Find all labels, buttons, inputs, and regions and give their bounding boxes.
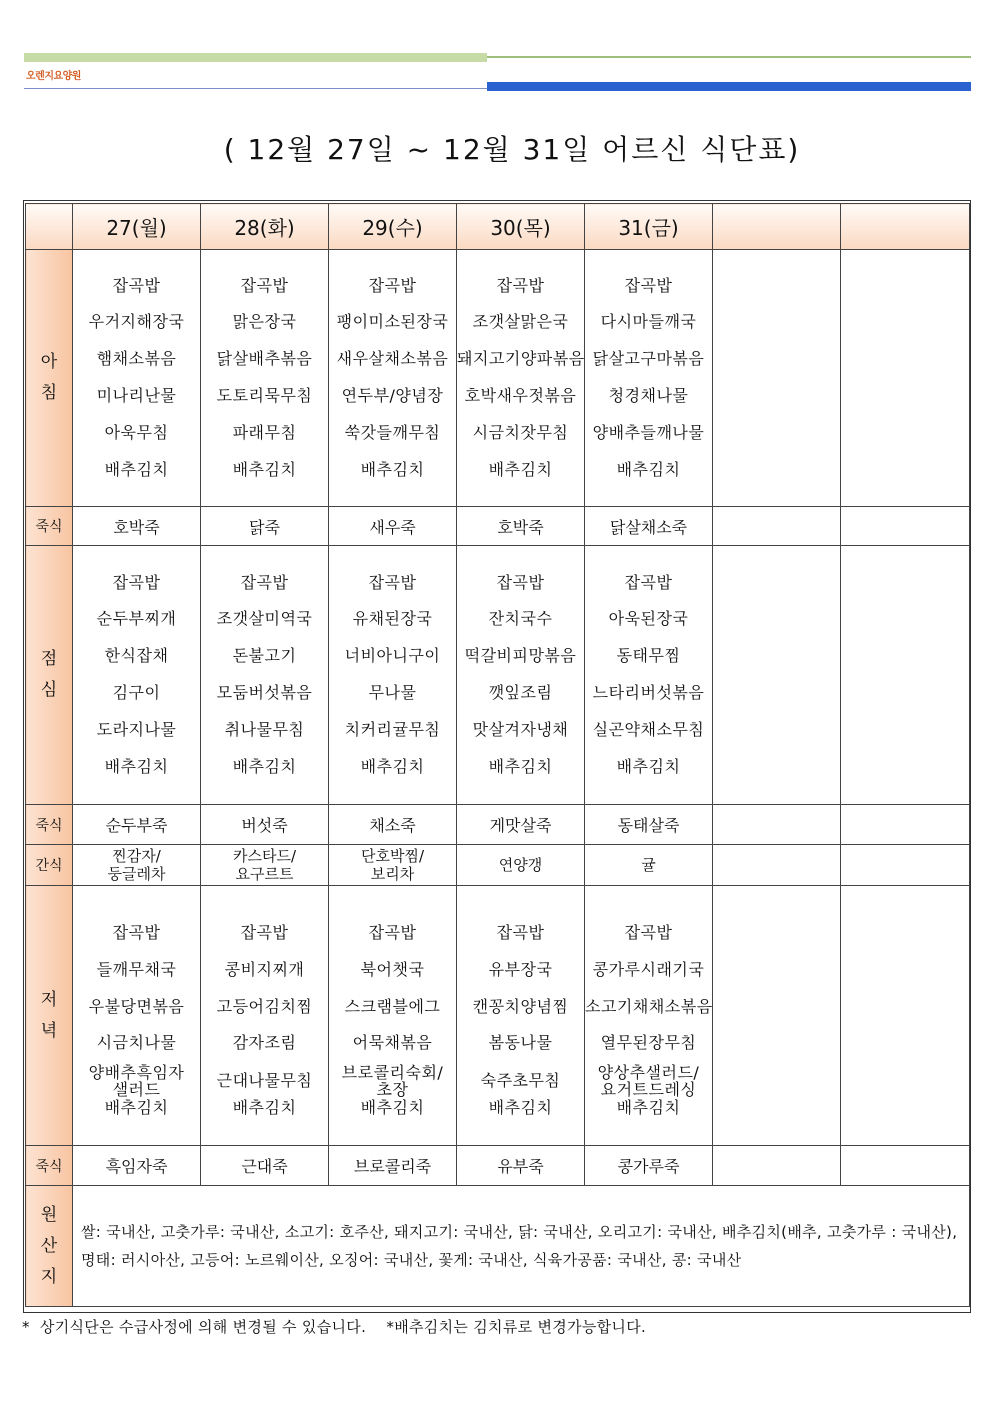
dish: 배추김치 <box>104 459 169 479</box>
dish: 모둠버섯볶음 <box>216 683 313 702</box>
dish: 닭살고구마볶음 <box>592 349 705 369</box>
dish: 콩비지찌개 <box>224 959 305 979</box>
dish: 스크램블에그 <box>344 996 441 1016</box>
dish: 열무된장무침 <box>600 1033 697 1053</box>
dish: 잡곡밥 <box>496 275 545 295</box>
dish: 콩가루시래기국 <box>592 959 705 979</box>
dish: 우거지해장국 <box>88 312 185 332</box>
dish: 느타리버섯볶음 <box>592 683 705 702</box>
dinner-porridge-row <box>26 1146 970 1186</box>
dish: 순두부찌개 <box>96 609 177 629</box>
dish: 연두부/양념장 <box>341 386 444 405</box>
day-header-row <box>26 204 970 250</box>
dish: 유부장국 <box>488 959 553 979</box>
porridge-item: 새우죽 <box>329 507 457 546</box>
dish: 취나물무침 <box>224 719 305 739</box>
dish: 잡곡밥 <box>368 572 417 592</box>
porridge-item: 순두부죽 <box>73 805 201 845</box>
dish: 근대나물무침 <box>216 1071 313 1091</box>
dish: 잡곡밥 <box>240 572 289 592</box>
dish: 떡갈비피망볶음 <box>464 646 577 666</box>
day-dishes <box>201 250 329 507</box>
porridge-label: 죽식 <box>26 1146 73 1186</box>
day-dishes <box>585 886 713 1146</box>
dish: 잡곡밥 <box>112 275 161 295</box>
empty-cell <box>713 250 841 507</box>
dish: 잡곡밥 <box>240 275 289 295</box>
porridge-item: 닭죽 <box>201 507 329 546</box>
dish: 배추김치 <box>616 1097 681 1117</box>
dish: 아욱된장국 <box>608 609 689 629</box>
porridge-item: 근대죽 <box>201 1146 329 1186</box>
day-dishes <box>457 250 585 507</box>
lunch-porridge-row <box>26 805 970 845</box>
day-header: 29(수) <box>329 204 457 250</box>
dish: 양배추들깨나물 <box>592 422 705 442</box>
dish: 배추김치 <box>616 756 681 776</box>
dish: 닭살배추볶음 <box>216 349 313 369</box>
dish: 배추김치 <box>488 459 553 479</box>
dish: 쑥갓들깨무침 <box>344 422 441 442</box>
dish: 아욱무침 <box>104 422 169 442</box>
meal-label-dinner: 저 녁 <box>26 886 73 1146</box>
snack-item: 카스타드/ 요구르트 <box>201 845 329 886</box>
dish: 잡곡밥 <box>368 275 417 295</box>
dish: 배추김치 <box>360 756 425 776</box>
meal-table <box>25 203 970 1307</box>
empty-cell <box>713 1146 841 1186</box>
dish: 맑은장국 <box>232 312 297 332</box>
header-green-bar <box>24 53 487 62</box>
dish: 북어챗국 <box>360 959 425 979</box>
empty-cell <box>713 546 841 805</box>
dish: 도라지나물 <box>96 719 177 739</box>
dish: 양상추샐러드/ 요거트드레싱 <box>597 1062 700 1099</box>
day-header: 31(금) <box>585 204 713 250</box>
day-header <box>841 204 970 250</box>
snack-label: 간식 <box>26 845 73 886</box>
snack-item: 연양갱 <box>457 845 585 886</box>
day-dishes <box>201 546 329 805</box>
dish: 잡곡밥 <box>624 275 673 295</box>
dish: 고등어김치찜 <box>216 996 313 1016</box>
day-dishes <box>457 886 585 1146</box>
dish: 잡곡밥 <box>496 923 545 942</box>
dish: 유채된장국 <box>352 609 433 629</box>
dish: 다시마들깨국 <box>600 312 697 332</box>
lunch-row <box>26 546 970 805</box>
porridge-item: 브로콜리죽 <box>329 1146 457 1186</box>
day-dishes <box>73 886 201 1146</box>
origin-text: 쌀: 국내산, 고춧가루: 국내산, 소고기: 호주산, 돼지고기: 국내산, 닭: 국내산, 오리고기: 국내산, 배추김치(배추, 고춧가루 : 국내산), 명태: 러시아산, 고등어: 노르웨이산, 오징어: 국내산, 꽃게: 국내산, 식육가공품: 국내산, 콩: 국내산 <box>73 1186 970 1307</box>
origin-label: 원 산 지 <box>26 1186 73 1307</box>
dish: 치커리귤무침 <box>344 719 441 739</box>
day-header: 27(월) <box>73 204 201 250</box>
porridge-item: 게맛살죽 <box>457 805 585 845</box>
dish: 배추김치 <box>360 459 425 479</box>
dish: 청경채나물 <box>608 386 689 405</box>
empty-cell <box>841 250 970 507</box>
day-dishes <box>457 546 585 805</box>
empty-cell <box>841 845 970 886</box>
dinner-row <box>26 886 970 1146</box>
dish: 우불당면볶음 <box>88 996 185 1016</box>
empty-cell <box>841 1146 970 1186</box>
porridge-item: 버섯죽 <box>201 805 329 845</box>
page-title: ( 12월 27일 ~ 12월 31일 어르신 식단표) <box>223 133 801 166</box>
dish: 실곤약채소무침 <box>592 719 705 739</box>
dish: 배추김치 <box>232 756 297 776</box>
dish: 동태무찜 <box>616 646 681 666</box>
dish: 소고기채채소볶음 <box>585 996 713 1016</box>
empty-cell <box>841 805 970 845</box>
porridge-item: 호박죽 <box>457 507 585 546</box>
dish: 배추김치 <box>104 756 169 776</box>
dish: 조갯살맑은국 <box>472 312 569 332</box>
dish: 배추김치 <box>616 459 681 479</box>
dish: 너비아니구이 <box>344 646 441 666</box>
dish: 파래무침 <box>232 422 297 442</box>
meal-label-breakfast: 아 침 <box>26 250 73 507</box>
dish: 감자조림 <box>232 1033 297 1053</box>
day-dishes <box>329 250 457 507</box>
porridge-label: 죽식 <box>26 507 73 546</box>
header-blue-bar <box>487 82 971 91</box>
dish: 배추김치 <box>488 756 553 776</box>
empty-cell <box>841 507 970 546</box>
dish: 팽이미소된장국 <box>336 312 449 332</box>
dish: 한식잡채 <box>104 646 169 666</box>
dish: 배추김치 <box>232 1097 297 1117</box>
dish: 잡곡밥 <box>112 572 161 592</box>
dish: 배추김치 <box>488 1097 553 1117</box>
dish: 시금치잣무침 <box>472 422 569 442</box>
day-header <box>713 204 841 250</box>
day-header: 28(화) <box>201 204 329 250</box>
dish: 봄동나물 <box>488 1033 553 1053</box>
dish: 새우살채소볶음 <box>336 349 449 369</box>
snack-item: 찐감자/ 둥글레차 <box>73 845 201 886</box>
day-dishes <box>73 546 201 805</box>
dish: 배추김치 <box>232 459 297 479</box>
dish: 깻잎조림 <box>488 683 553 702</box>
dish: 돈불고기 <box>232 646 297 666</box>
dish: 잡곡밥 <box>624 572 673 592</box>
dish: 김구이 <box>112 683 161 702</box>
dish: 잡곡밥 <box>496 572 545 592</box>
meal-label-lunch: 점 심 <box>26 546 73 805</box>
dish: 맛살겨자냉채 <box>472 719 569 739</box>
nursing-home-logo: 오렌지요양원 <box>26 71 81 82</box>
porridge-item: 동태살죽 <box>585 805 713 845</box>
day-dishes <box>73 250 201 507</box>
empty-cell <box>841 886 970 1146</box>
empty-cell <box>713 886 841 1146</box>
dish: 잡곡밥 <box>624 923 673 942</box>
empty-cell <box>713 805 841 845</box>
dish: 미나리난물 <box>96 386 177 405</box>
dish: 시금치나물 <box>96 1033 177 1053</box>
dish: 배추김치 <box>104 1097 169 1117</box>
empty-cell <box>713 507 841 546</box>
corner-cell <box>26 204 73 250</box>
header-green-line <box>487 56 971 58</box>
porridge-item: 유부죽 <box>457 1146 585 1186</box>
dish: 호박새우젓볶음 <box>464 386 577 405</box>
dish: 양배추흑임자 샐러드 <box>88 1062 185 1099</box>
day-dishes <box>585 546 713 805</box>
dish: 잡곡밥 <box>112 923 161 942</box>
dish: 잔치국수 <box>488 609 553 629</box>
dish: 브로콜리숙회/ 초장 <box>341 1062 444 1099</box>
porridge-item: 채소죽 <box>329 805 457 845</box>
snack-item: 귤 <box>585 845 713 886</box>
day-dishes <box>201 886 329 1146</box>
dish: 햄채소볶음 <box>96 349 177 369</box>
porridge-item: 흑임자죽 <box>73 1146 201 1186</box>
footnote: * 상기식단은 수급사정에 의해 변경될 수 있습니다. *배추김치는 김치류로 변경가능합니다. <box>22 1318 647 1336</box>
day-dishes <box>585 250 713 507</box>
dish: 잡곡밥 <box>240 923 289 942</box>
dish: 들깨무채국 <box>96 959 177 979</box>
day-header: 30(목) <box>457 204 585 250</box>
dish: 돼지고기양파볶음 <box>457 349 585 369</box>
porridge-item: 닭살채소죽 <box>585 507 713 546</box>
snack-item: 단호박찜/ 보리차 <box>329 845 457 886</box>
dish: 어묵채볶음 <box>352 1033 433 1053</box>
dish: 배추김치 <box>360 1097 425 1117</box>
day-dishes <box>329 546 457 805</box>
porridge-item: 호박죽 <box>73 507 201 546</box>
header-blue-line <box>24 88 487 89</box>
dish: 캔꽁치양념찜 <box>472 996 569 1016</box>
breakfast-porridge-row <box>26 507 970 546</box>
porridge-label: 죽식 <box>26 805 73 845</box>
breakfast-row <box>26 250 970 507</box>
origin-row <box>26 1186 970 1307</box>
dish: 잡곡밥 <box>368 923 417 942</box>
snack-row <box>26 845 970 886</box>
dish: 무나물 <box>368 683 417 702</box>
porridge-item: 콩가루죽 <box>585 1146 713 1186</box>
empty-cell <box>841 546 970 805</box>
dish: 도토리묵무침 <box>216 386 313 405</box>
empty-cell <box>713 845 841 886</box>
day-dishes <box>329 886 457 1146</box>
dish: 숙주초무침 <box>480 1071 561 1091</box>
dish: 조갯살미역국 <box>216 609 313 629</box>
